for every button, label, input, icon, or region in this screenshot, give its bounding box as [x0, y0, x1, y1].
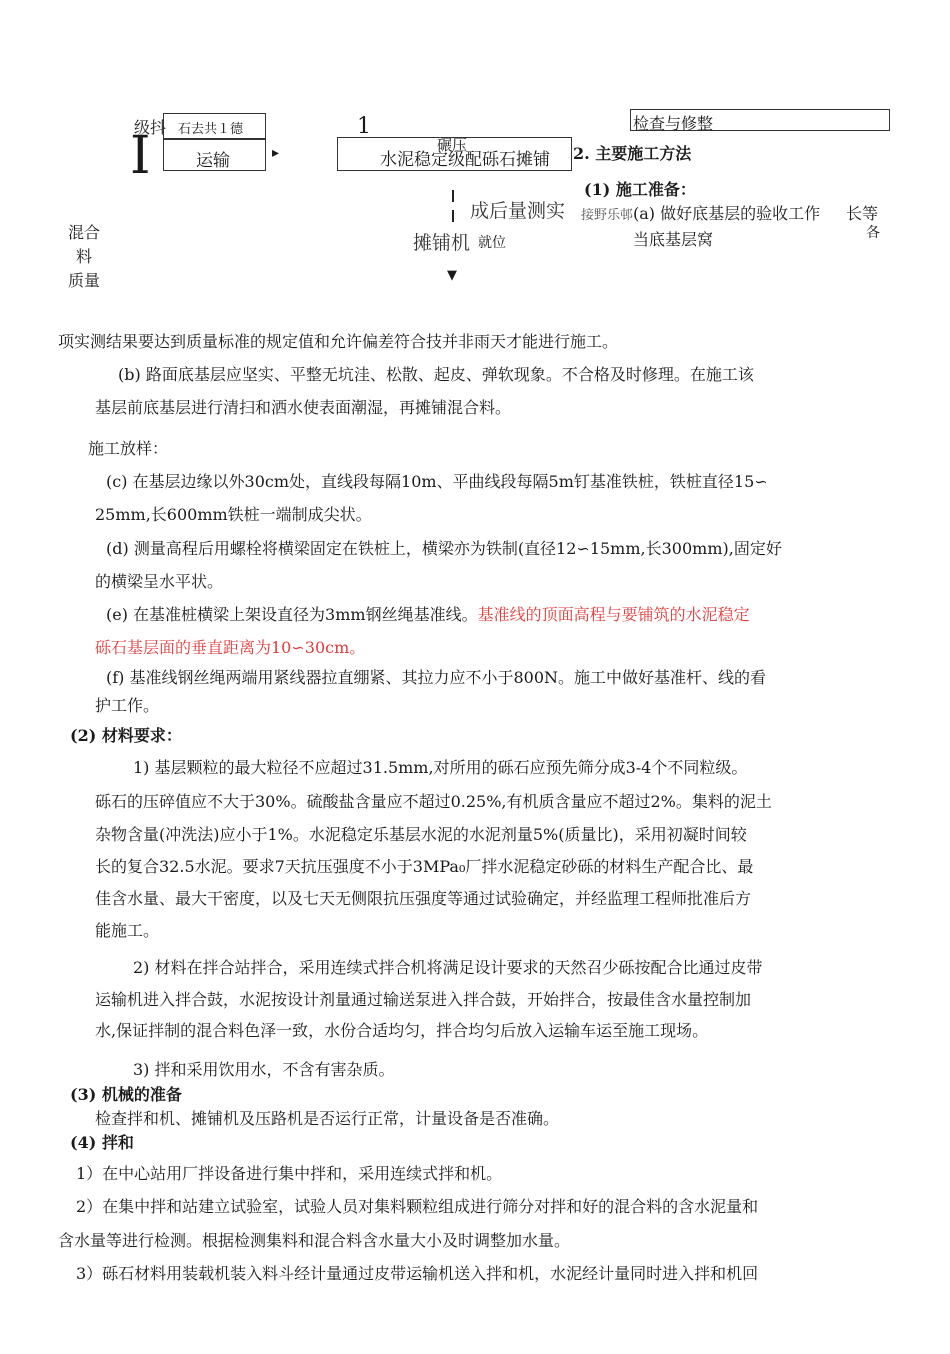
flow-left-mix-2: 料 — [76, 247, 93, 266]
para-e-1-normal: (e) 在基准桩横梁上架设直径为3mm钢丝绳基准线。 — [106, 605, 478, 624]
para-e-2: 砾石基层面的垂直距离为10∽30cm。 — [95, 638, 366, 657]
mix-1: 1）在中心站用厂拌设备进行集中拌和，采用连续式拌和机。 — [76, 1164, 503, 1183]
para-e-1 — [106, 598, 750, 631]
materials-title: (2) 材料要求： — [70, 726, 182, 745]
para-line: 项实测结果要达到质量标准的规定值和允许偏差符合技并非雨天才能进行施工。 — [58, 332, 619, 351]
mat-2-3: 水,保证拌制的混合料色泽一致，水份合适均匀，拌合均匀后放入运输车运至施工现场。 — [95, 1021, 709, 1040]
flow-left-mix-1: 混合 — [68, 223, 101, 242]
mat-1-6: 能施工。 — [95, 921, 160, 940]
flow-left-mix-3: 质量 — [68, 271, 101, 290]
para-c-1: (c) 在基层边缘以外30cm处，直线段每隔10m、平曲线段每隔5m钉基准铁桩，铁桩直径15∽ — [106, 472, 768, 491]
mat-1-4: 长的复合32.5水泥。要求7天抗压强度不小于3MPa₀厂拌水泥稳定砂砾的材料生产配合比、最 — [95, 857, 754, 876]
flow-dash-1 — [452, 190, 454, 202]
mixing-title: (4) 拌和 — [70, 1133, 134, 1152]
para-f-1: (f) 基准线钢丝绳两端用紧线器拉直绷紧、其拉力应不小于800N。施工中做好基准杆、线的看 — [106, 668, 767, 687]
section-title: 2. 主要施工方法 — [573, 144, 692, 163]
flow-arrow-right: ▸ — [272, 145, 280, 161]
flow-box-top: 石去共１德 — [163, 113, 266, 139]
mix-2-2: 含水量等进行检测。根据检测集料和混合料含水量大小及时调整加水量。 — [58, 1231, 571, 1250]
flow-down-arrow: ▼ — [447, 268, 457, 283]
mix-2-1: 2）在集中拌和站建立试验室，试验人员对集料颗粒组成进行筛分对拌和好的混合料的含水泥量和 — [76, 1197, 759, 1216]
para-c-2: 25mm,长600mm铁桩一端制成尖状。 — [95, 505, 372, 524]
mat-2-1: 2) 材料在拌合站拌合，采用连续式拌合机将满足设计要求的天然召少砾按配合比通过皮带 — [133, 958, 763, 977]
para-d-1: (d) 测量高程后用螺栓将横梁固定在铁桩上，横梁亦为铁制(直径12∽15mm,长300mm),固定好 — [106, 539, 782, 558]
prep-title: (1) 施工准备： — [584, 180, 696, 199]
flow-overlap-text: 碾压 — [437, 136, 468, 154]
flow-box-transport: 运输 — [163, 139, 266, 171]
flow-paver-text: 摊铺机 — [413, 232, 471, 254]
para-b-2: 基层前底基层进行清扫和洒水使表面潮湿，再摊铺混合料。 — [95, 398, 512, 417]
para-d-2: 的横梁呈水平状。 — [95, 572, 224, 591]
flow-one: 1 — [357, 114, 371, 139]
flow-dash-2 — [452, 210, 454, 222]
para-b-1: (b) 路面底基层应坚实、平整无坑洼、松散、起皮、弹软现象。不合格及时修理。在施工该 — [118, 365, 754, 384]
flow-level-label: 级抖 — [134, 118, 167, 137]
flow-measure-text: 成后量测实 — [470, 200, 566, 222]
frag-right-1: 长等 — [846, 204, 879, 223]
layout-title: 施工放样： — [88, 439, 169, 458]
flow-paving-box: 水泥稳定级配砾石摊铺 — [337, 137, 572, 171]
prep-a-2: 当底基层窝 — [633, 230, 714, 249]
para-f-2: 护工作。 — [95, 696, 160, 715]
mat-1-1: 1) 基层颗粒的最大粒径不应超过31.5mm,对所用的砾石应预先筛分成3-4个不同粒级。 — [133, 758, 748, 777]
mix-3-1: 3）砾石材料用装载机装入料斗经计量通过皮带运输机送入拌和机，水泥经计量同时进入拌和机回 — [76, 1264, 759, 1283]
machinery-title: (3) 机械的准备 — [70, 1085, 182, 1104]
flow-big-i: I — [130, 126, 151, 186]
mat-1-2: 砾石的压碎值应不大于30%。硫酸盐含量应不超过0.25%,有机质含量应不超过2%。集料的泥土 — [95, 792, 772, 811]
mat-1-5: 佳含水量、最大干密度，以及七天无侧限抗压强度等通过试验确定，并经监理工程师批准后方 — [95, 889, 752, 908]
machinery-1: 检查拌和机、摊铺机及压路机是否运行正常，计量设备是否准确。 — [95, 1109, 560, 1128]
frag-right-2: 各 — [866, 225, 880, 241]
mat-3: 3) 拌和采用饮用水，不含有害杂质。 — [133, 1060, 395, 1079]
mat-1-3: 杂物含量(冲洗法)应小于1%。水泥稳定乐基层水泥的水泥剂量5%(质量比)，采用初凝时间较 — [95, 825, 747, 844]
mat-2-2: 运输机进入拌合鼓，水泥按设计剂量通过输送泵进入拌合鼓，开始拌合，按最佳含水量控制加 — [95, 990, 752, 1009]
prep-a: (a) 做好底基层的验收工作 — [633, 204, 821, 223]
para-e-1-highlight: 基准线的顶面高程与要铺筑的水泥稳定 — [477, 605, 750, 624]
inspect-box: 检查与修整 — [630, 109, 890, 131]
flow-paver-pos: 就位 — [478, 235, 506, 251]
frag-left: 接野乐邨 — [581, 208, 634, 223]
